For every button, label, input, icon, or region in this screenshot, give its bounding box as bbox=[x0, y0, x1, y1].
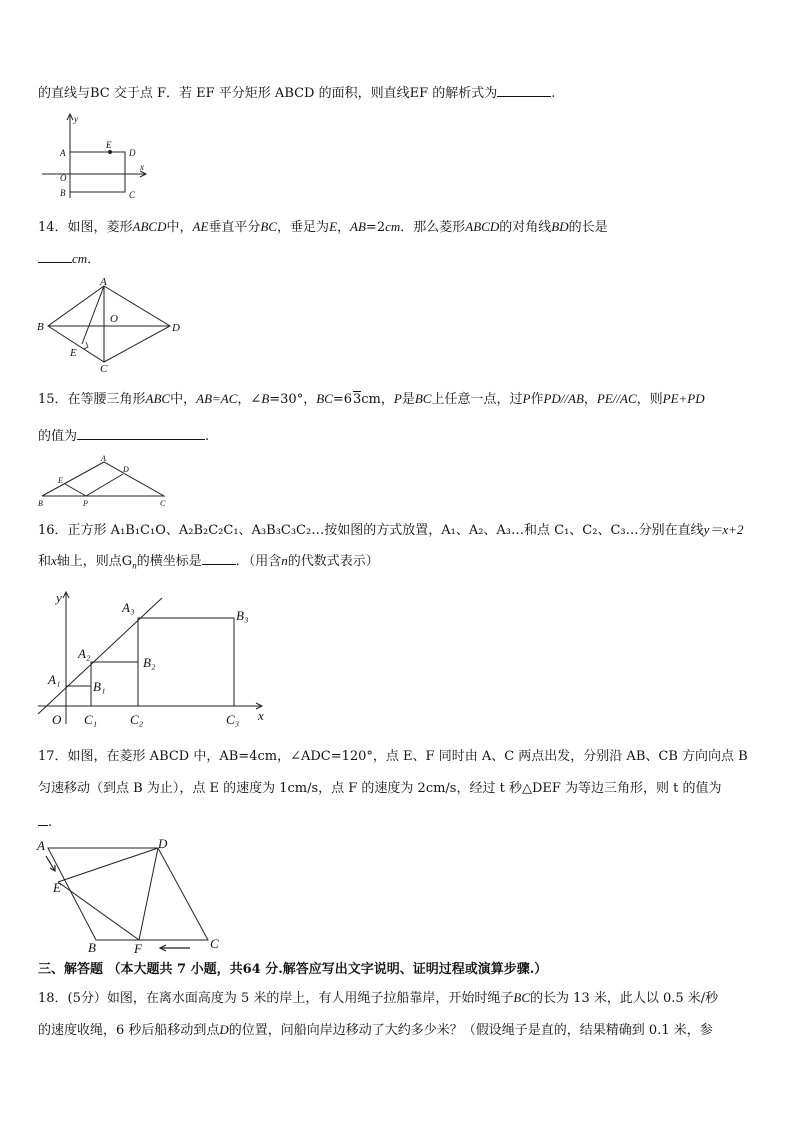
q15-text-3: 中， bbox=[170, 392, 197, 407]
rhombus-abcd bbox=[48, 286, 170, 362]
label-o: O bbox=[52, 712, 62, 727]
label-d: D bbox=[129, 148, 136, 158]
q15-text-8: BC bbox=[316, 391, 333, 406]
q15-text-19: PE//AC bbox=[596, 391, 637, 406]
label-a: A bbox=[101, 454, 106, 463]
q15-text-20: ，则 bbox=[636, 392, 663, 407]
q18-bc: BC bbox=[513, 990, 531, 1005]
q15-text-9: =6 bbox=[332, 392, 352, 407]
q18-text-2: 的长为 13 米，此人以 0.5 米/秒 bbox=[530, 991, 719, 1006]
q16-text-line-2 bbox=[38, 552, 379, 574]
q14-answer-line bbox=[38, 250, 100, 268]
q14-unit: cm bbox=[72, 251, 88, 266]
segment-df bbox=[139, 848, 158, 940]
q17-end: . bbox=[48, 815, 53, 830]
label-c: C bbox=[210, 936, 219, 951]
q15-text-18: ， bbox=[583, 392, 597, 407]
q14-text-5: 垂直平分 bbox=[208, 220, 261, 235]
label-b: B bbox=[60, 188, 66, 198]
q14-text-14: ABCD bbox=[465, 219, 500, 234]
answer-blank bbox=[77, 427, 205, 440]
q16-text-3: 轴上，则点G bbox=[56, 554, 133, 569]
label-e: E bbox=[58, 476, 63, 485]
q16-n: n bbox=[281, 553, 288, 568]
label-c2: C₂ bbox=[130, 712, 144, 727]
q16-text-2: 和 bbox=[38, 554, 52, 569]
q15-text-17: PD//AB bbox=[543, 391, 584, 406]
label-c: C bbox=[100, 363, 108, 372]
q15-sqrt-value: 3 bbox=[353, 392, 362, 407]
label-y: y bbox=[74, 114, 78, 124]
q17-answer-line bbox=[38, 813, 52, 831]
q17-text-1: 17．如图，在菱形 ABCD 中，AB=4cm，∠ADC=120°，点 E、F 同时由 A、C 两点出发，分别沿 AB、CB 方向向点 B bbox=[38, 749, 748, 764]
q13-text-line bbox=[38, 84, 555, 102]
q14-text-16: BD bbox=[551, 219, 569, 234]
q13-text: 的直线与BC 交于点 F．若 EF 平分矩形 ABCD 的面积，则直线EF 的解析式为 bbox=[38, 86, 498, 101]
label-p: P bbox=[83, 499, 88, 508]
label-b1: B₁ bbox=[93, 679, 106, 694]
q17-text-line-2 bbox=[38, 781, 722, 797]
q16-text-line-1 bbox=[38, 522, 743, 539]
q15-text-11: P bbox=[393, 391, 402, 406]
q18-d: D bbox=[219, 1022, 229, 1037]
label-e: E bbox=[70, 347, 77, 359]
answer-blank bbox=[38, 250, 72, 263]
q17-text-line-1 bbox=[38, 749, 748, 765]
label-d: D bbox=[123, 465, 129, 474]
label-e: E bbox=[106, 140, 112, 150]
q14-text-13: ．那么菱形 bbox=[400, 220, 466, 235]
q14-text-10: AB bbox=[350, 219, 366, 234]
q15-text-6: B bbox=[261, 391, 270, 406]
q15-text-line bbox=[38, 391, 705, 408]
section-heading: 三、解答题 （本大题共 7 小题，共64 分.解答应写出文字说明、证明过程或演算步骤.） bbox=[38, 962, 548, 977]
label-b: B bbox=[88, 940, 96, 954]
segment-ef bbox=[58, 882, 139, 940]
q14-text-3: 中， bbox=[166, 220, 193, 235]
q16-text-4: 的横坐标是 bbox=[136, 554, 202, 569]
label-c1: C₁ bbox=[84, 712, 98, 727]
q14-end: ． bbox=[87, 252, 101, 267]
label-d: D bbox=[158, 836, 168, 851]
label-x: x bbox=[258, 708, 264, 723]
q17-figure bbox=[36, 836, 226, 954]
q18-text-1: 18．(5分）如图，在离水面高度为 5 米的岸上，有人用绳子拉船靠岸，开始时绳子 bbox=[38, 991, 514, 1006]
q16-subscript: n bbox=[132, 560, 137, 571]
label-a: A bbox=[60, 148, 66, 158]
answer-blank bbox=[38, 813, 48, 826]
q17-text-2: 匀速移动（到点 B 为止），点 E 的速度为 1cm/s，点 F 的速度为 2cm/s，经过 t 秒△DEF 为等边三角形，则 t 的值为 bbox=[38, 781, 722, 796]
q16-equation: y＝x+2 bbox=[703, 522, 744, 537]
q14-text-7: ，垂足为 bbox=[277, 220, 330, 235]
q14-text-17: 的长是 bbox=[568, 220, 608, 235]
q15-text-16: 作 bbox=[530, 392, 544, 407]
q15-line2: 的值为 bbox=[38, 429, 78, 444]
q18-text-3: 的速度收绳，6 秒后船移动到点 bbox=[38, 1023, 220, 1038]
q15-text-2: ABC bbox=[145, 391, 171, 406]
rhombus-abcd bbox=[48, 848, 208, 940]
q16-text-1: 16．正方形 A₁B₁C₁O、A₂B₂C₂C₁、A₃B₃C₃C₂…按如图的方式放置，A₁、A₂、A₃…和点 C₁、C₂、C₃…分别在直线 bbox=[38, 523, 704, 538]
label-o: O bbox=[110, 313, 118, 325]
q15-text-10: cm， bbox=[361, 392, 394, 407]
q15-answer-line bbox=[38, 427, 209, 445]
q15-text-12: 是 bbox=[401, 392, 415, 407]
segment-pd bbox=[86, 474, 123, 496]
q15-text-4: AB=AC bbox=[196, 391, 238, 406]
label-b: B bbox=[38, 499, 43, 508]
q14-text-11: =2 bbox=[365, 220, 386, 235]
label-a: A bbox=[37, 838, 45, 853]
square-1 bbox=[66, 686, 91, 706]
label-a2: A₂ bbox=[78, 646, 91, 661]
label-a1: A₁ bbox=[48, 672, 61, 687]
label-c: C bbox=[160, 499, 166, 508]
q15-text-21: PE+PD bbox=[662, 391, 705, 406]
q15-figure bbox=[36, 452, 174, 510]
q14-text-6: BC bbox=[260, 219, 278, 234]
q15-end: . bbox=[205, 429, 210, 444]
label-y: y bbox=[56, 590, 62, 605]
q14-text-4: AE bbox=[192, 219, 209, 234]
q15-text-13: BC bbox=[414, 391, 432, 406]
q15-text-7: =30°， bbox=[269, 392, 317, 407]
q16-text-6: 的代数式表示） bbox=[287, 554, 379, 569]
q14-text-1: 14．如图，菱形 bbox=[38, 220, 133, 235]
q14-text-2: ABCD bbox=[132, 219, 167, 234]
q15-text-14: 上任意一点，过 bbox=[431, 392, 523, 407]
label-c3: C₃ bbox=[226, 712, 240, 727]
label-o: O bbox=[60, 173, 67, 183]
label-a: A bbox=[100, 276, 107, 288]
label-d: D bbox=[172, 322, 180, 334]
q14-figure bbox=[36, 276, 186, 372]
q18-text-line-2 bbox=[38, 1022, 713, 1039]
q15-text-1: 15．在等腰三角形 bbox=[38, 392, 146, 407]
answer-blank bbox=[497, 84, 551, 97]
q16-figure bbox=[36, 588, 272, 728]
point-e bbox=[108, 150, 112, 154]
q18-text-4: 的位置，问船向岸边移动了大约多少米？（假设绳子是直的，结果精确到 0.1 米，参 bbox=[228, 1023, 713, 1038]
label-b: B bbox=[37, 321, 44, 333]
right-angle-mark bbox=[84, 342, 88, 349]
label-e: E bbox=[53, 880, 61, 895]
q16-x: x bbox=[51, 553, 57, 568]
label-x: x bbox=[140, 162, 144, 172]
label-c: C bbox=[129, 190, 136, 200]
segment-pe bbox=[65, 484, 86, 496]
q14-text-line bbox=[38, 219, 608, 236]
q14-text-9: ， bbox=[337, 220, 351, 235]
rectangle-abcd bbox=[70, 152, 125, 192]
label-b3: B₃ bbox=[236, 608, 249, 623]
q14-text-12: cm bbox=[385, 219, 401, 234]
q18-text-line-1 bbox=[38, 990, 718, 1007]
q13-end: . bbox=[551, 86, 556, 101]
label-b2: B₂ bbox=[143, 655, 156, 670]
q15-text-5: ，∠ bbox=[237, 392, 262, 407]
q15-text-15: P bbox=[522, 391, 531, 406]
label-f: F bbox=[134, 941, 142, 954]
q13-figure bbox=[38, 112, 150, 200]
q14-text-8: E bbox=[329, 219, 338, 234]
q16-text-5: ．（用含 bbox=[235, 554, 282, 569]
segment-de bbox=[58, 848, 158, 882]
q14-text-15: 的对角线 bbox=[499, 220, 552, 235]
segment-ae bbox=[82, 286, 104, 344]
answer-blank bbox=[202, 552, 236, 565]
label-a3: A₃ bbox=[122, 600, 135, 615]
